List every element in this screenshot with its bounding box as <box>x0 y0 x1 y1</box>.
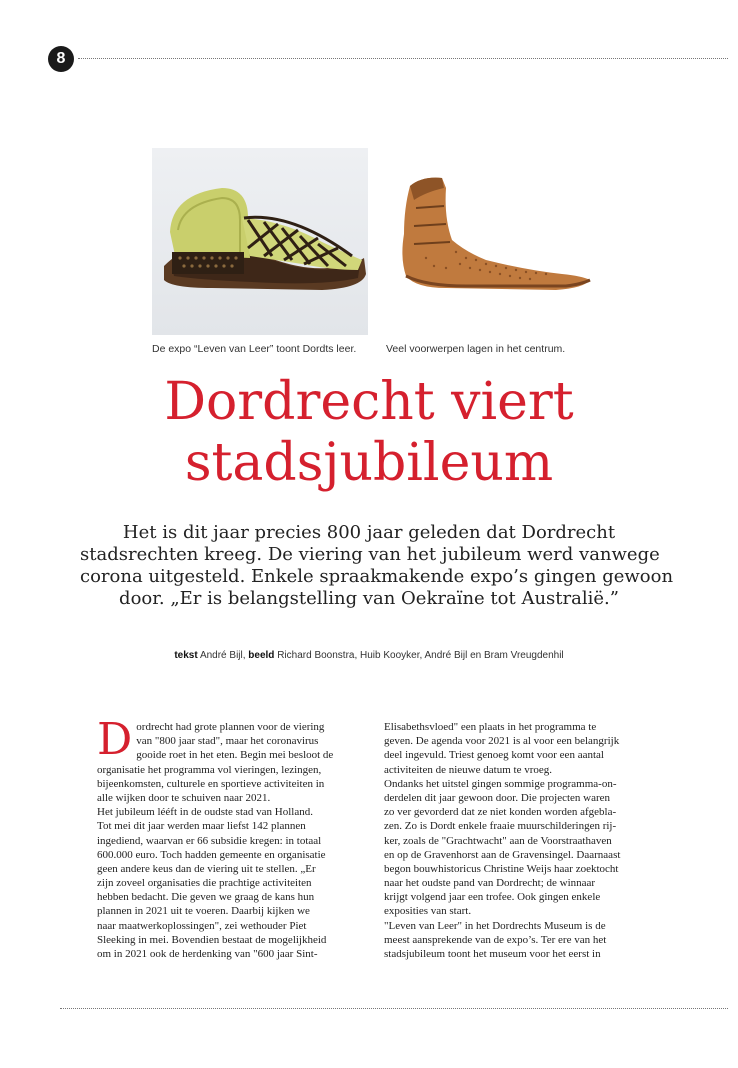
body-line: stadsjubileum toont het museum voor het eerst in <box>384 948 601 960</box>
body-line: zen. Zo is Dordt enkele fraaie muurschilderingen rij- <box>384 820 617 833</box>
body-line: zo ver gevorderd dat ze niet konden worden afgebla- <box>384 806 617 819</box>
body-line: om in 2021 ook de herdenking van "600 jaar Sint- <box>97 948 318 960</box>
shoe-lattice-illustration <box>152 148 368 335</box>
body-line: Het jubileum lééft in de oudste stad van Holland. <box>97 806 313 819</box>
boot-illustration <box>386 148 596 335</box>
headline-line: stadsjubileum <box>184 433 554 493</box>
body-line: geen andere keus dan de viering uit te stellen. „Er <box>97 862 316 875</box>
body-line: zijn zoveel organisaties die prachtige activiteiten <box>97 877 312 890</box>
credit-text-label: tekst <box>174 650 198 661</box>
body-line: en op de Gravenhorst aan de Gravensingel. Daarnaast <box>384 848 621 861</box>
intro-lead <box>80 522 674 610</box>
body-line: exposities van start. <box>384 905 472 918</box>
body-line: van "800 jaar stad", maar het coronavirus <box>136 735 319 748</box>
drop-cap: D <box>97 714 133 765</box>
body-line: ingediend, waarvan er 66 subsidie kregen: in totaal <box>97 834 322 847</box>
page-number-badge <box>48 46 74 72</box>
body-line: meest aansprekende van de expo’s. Ter ere van het <box>384 933 607 946</box>
article-column-1 <box>97 714 365 961</box>
body-line: naar het oudste pand van Dordrecht; de winnaar <box>384 877 596 890</box>
body-line: gooide roet in het eten. Begin mei besloot de <box>136 749 334 762</box>
top-dotted-rule <box>78 58 728 59</box>
body-line: Tot mei dit jaar werden maar liefst 142 plannen <box>97 820 306 833</box>
photo-caption: De expo “Leven van Leer” toont Dordts leer. <box>152 343 357 355</box>
body-line: Elisabethsvloed" een plaats in het programma te <box>384 721 597 733</box>
body-line: activiteiten de nieuwe datum te vroeg. <box>384 763 552 776</box>
body-line: bijeenkomsten, culturele en sportieve activiteiten in <box>97 777 325 790</box>
body-line: alle wijken door te schuiven naar 2021. <box>97 791 271 804</box>
body-line: geven. De agenda voor 2021 is al voor een belangrijk <box>384 735 620 748</box>
page-number: 8 <box>56 50 66 67</box>
credit-text-names: André Bijl, <box>199 650 246 661</box>
headline-line: Dordrecht viert <box>164 372 574 432</box>
body-line: hebben bedacht. Die geven we graag de kans hun <box>97 891 315 904</box>
body-line: "Leven van Leer" in het Dordrechts Museum is de <box>384 919 606 932</box>
body-line: krijgt volgend jaar een trofee. Ook gingen enkele <box>384 891 601 904</box>
intro-line: stadsrechten kreeg. De viering van het jubileum werd vanwege <box>80 544 660 565</box>
intro-line: Het is dit jaar precies 800 jaar geleden dat Dordrecht <box>122 522 616 543</box>
body-line: derdelen dit jaar gewoon door. Die projecten waren <box>384 791 611 804</box>
body-line: naar maatwerkoplossingen", zei wethouder Piet <box>97 919 307 932</box>
intro-line: corona uitgesteld. Enkele spraakmakende expo’s gingen gewoon <box>80 566 674 587</box>
photo-caption: Veel voorwerpen lagen in het centrum. <box>386 343 566 355</box>
body-line: ker, zoals de "Grachtwacht" aan de Voorstraathaven <box>384 834 612 847</box>
body-line: plannen in 2021 uit te voeren. Daarbij kijken we <box>97 905 310 918</box>
body-line: organisatie het programma vol vieringen, lezingen, <box>97 763 322 776</box>
body-line: Sleeking in mei. Bovendien bestaat de mogelijkheid <box>97 933 327 946</box>
body-line: Ondanks het uitstel gingen sommige programma-on- <box>384 777 617 790</box>
credit-image-names: Richard Boonstra, Huib Kooyker, André Bijl en Bram Vreugdenhil <box>277 650 564 661</box>
photo-leather-shoe-with-lattice <box>152 148 368 335</box>
credit-image-label: beeld <box>248 650 275 661</box>
photo-pointed-leather-boot <box>386 148 596 335</box>
body-line: ordrecht had grote plannen voor de viering <box>136 721 325 733</box>
bottom-dotted-rule <box>60 1008 728 1009</box>
body-line: begon bouwhistoricus Christine Weijs haar zoektocht <box>384 862 619 875</box>
article-column-2 <box>384 720 652 961</box>
byline-credits <box>60 650 678 661</box>
body-line: 600.000 euro. Toch hadden gemeente en organisatie <box>97 848 326 861</box>
intro-line: door. „Er is belangstelling van Oekraïne tot Australië.” <box>119 588 619 609</box>
body-line: deel ingevuld. Triest genoeg komt voor een aantal <box>384 749 604 762</box>
